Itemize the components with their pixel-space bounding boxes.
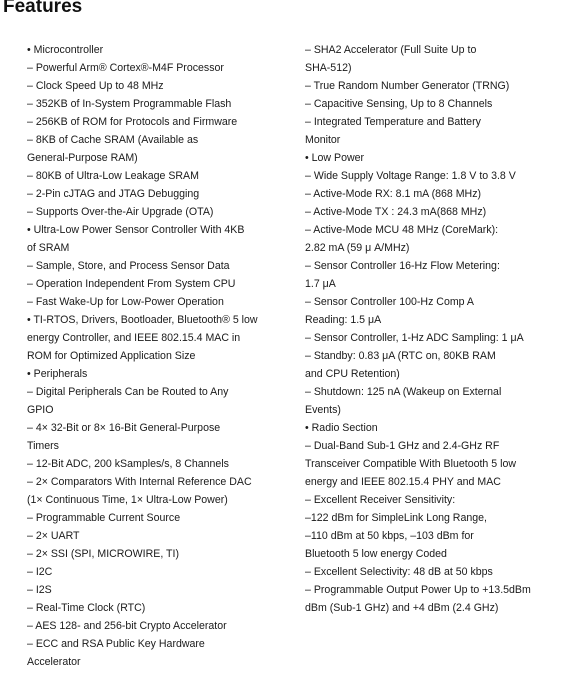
feature-line: Monitor [305,134,341,146]
feature-line: – Sensor Controller 100-Hz Comp A [305,296,474,308]
feature-line: – Excellent Selectivity: 48 dB at 50 kbps [305,566,493,578]
feature-line: (1× Continuous Time, 1× Ultra-Low Power) [27,494,228,506]
feature-line: – I2C [27,566,53,578]
feature-line: • Radio Section [305,422,378,434]
feature-line: – Dual-Band Sub-1 GHz and 2.4-GHz RF [305,440,500,452]
feature-line: – True Random Number Generator (TRNG) [305,80,510,92]
feature-line: – 12-Bit ADC, 200 kSamples/s, 8 Channels [27,458,229,470]
feature-line: – I2S [27,584,52,596]
feature-line: – Operation Independent From System CPU [27,278,236,290]
feature-line: – Active-Mode RX: 8.1 mA (868 MHz) [305,188,482,200]
feature-line: Transceiver Compatible With Bluetooth 5 low [305,458,516,470]
feature-line: – Programmable Output Power Up to +13.5dBm [305,584,531,596]
feature-line: – 256KB of ROM for Protocols and Firmware [27,116,238,128]
feature-line: – 8KB of Cache SRAM (Available as [27,134,199,146]
feature-line: – 80KB of Ultra-Low Leakage SRAM [27,170,199,182]
feature-line: – Fast Wake-Up for Low-Power Operation [27,296,224,308]
feature-line: – ECC and RSA Public Key Hardware [27,638,205,650]
feature-line: – SHA2 Accelerator (Full Suite Up to [305,44,477,56]
feature-line: • Microcontroller [27,44,104,56]
feature-line: SHA-512) [305,62,352,74]
feature-line: –110 dBm at 50 kbps, –103 dBm for [305,530,474,542]
feature-line: – Excellent Receiver Sensitivity: [305,494,456,506]
feature-line: – Powerful Arm® Cortex®-M4F Processor [27,62,224,74]
feature-line: – 2× SSI (SPI, MICROWIRE, TI) [27,548,179,560]
feature-line: – Wide Supply Voltage Range: 1.8 V to 3.8 V [305,170,516,182]
feature-line: – 352KB of In-System Programmable Flash [27,98,232,110]
feature-line: – 4× 32-Bit or 8× 16-Bit General-Purpose [27,422,221,434]
feature-line: – Active-Mode MCU 48 MHz (CoreMark): [305,224,499,236]
feature-line: – Clock Speed Up to 48 MHz [27,80,164,92]
feature-line: ROM for Optimized Application Size [27,350,196,362]
feature-line: GPIO [27,404,54,416]
feature-line: General-Purpose RAM) [27,152,138,164]
feature-line: – 2× UART [27,530,80,542]
feature-line: Bluetooth 5 low energy Coded [305,548,447,560]
feature-line: – AES 128- and 256-bit Crypto Accelerator [27,620,227,632]
feature-line: 1.7 μA [305,278,336,290]
feature-line: – Sensor Controller, 1-Hz ADC Sampling: 1 μA [305,332,524,344]
feature-line: – Digital Peripherals Can be Routed to Any [27,386,229,398]
feature-line: – 2× Comparators With Internal Reference DAC [27,476,252,488]
feature-line: Events) [305,404,341,416]
feature-line: – Programmable Current Source [27,512,181,524]
feature-line: –122 dBm for SimpleLink Long Range, [305,512,487,524]
feature-line: dBm (Sub-1 GHz) and +4 dBm (2.4 GHz) [305,602,499,614]
feature-line: – 2-Pin cJTAG and JTAG Debugging [27,188,200,200]
feature-line: 2.82 mA (59 μ A/MHz) [305,242,410,254]
features-list-right [305,41,567,617]
feature-line: of SRAM [27,242,70,254]
feature-line: Accelerator [27,656,81,668]
feature-line: – Sensor Controller 16-Hz Flow Metering: [305,260,500,272]
feature-line: – Active-Mode TX : 24.3 mA(868 MHz) [305,206,487,218]
feature-line: • Low Power [305,152,365,164]
feature-line: • TI-RTOS, Drivers, Bootloader, Bluetooth® 5 low [27,314,258,326]
feature-line: energy Controller, and IEEE 802.15.4 MAC in [27,332,241,344]
feature-line: Timers [27,440,59,452]
features-list-left [27,41,285,671]
feature-line: – Real-Time Clock (RTC) [27,602,146,614]
feature-line: • Ultra-Low Power Sensor Controller With 4KB [27,224,245,236]
feature-line: – Capacitive Sensing, Up to 8 Channels [305,98,493,110]
feature-line: – Standby: 0.83 μA (RTC on, 80KB RAM [305,350,496,362]
feature-line: energy and IEEE 802.15.4 PHY and MAC [305,476,501,488]
feature-line: – Sample, Store, and Process Sensor Data [27,260,230,272]
feature-line: – Integrated Temperature and Battery [305,116,481,128]
page-title: Features [3,0,83,17]
feature-line: and CPU Retention) [305,368,400,380]
feature-line: – Supports Over-the-Air Upgrade (OTA) [27,206,214,218]
feature-line: • Peripherals [27,368,88,380]
feature-line: – Shutdown: 125 nA (Wakeup on External [305,386,502,398]
feature-line: Reading: 1.5 μA [305,314,382,326]
